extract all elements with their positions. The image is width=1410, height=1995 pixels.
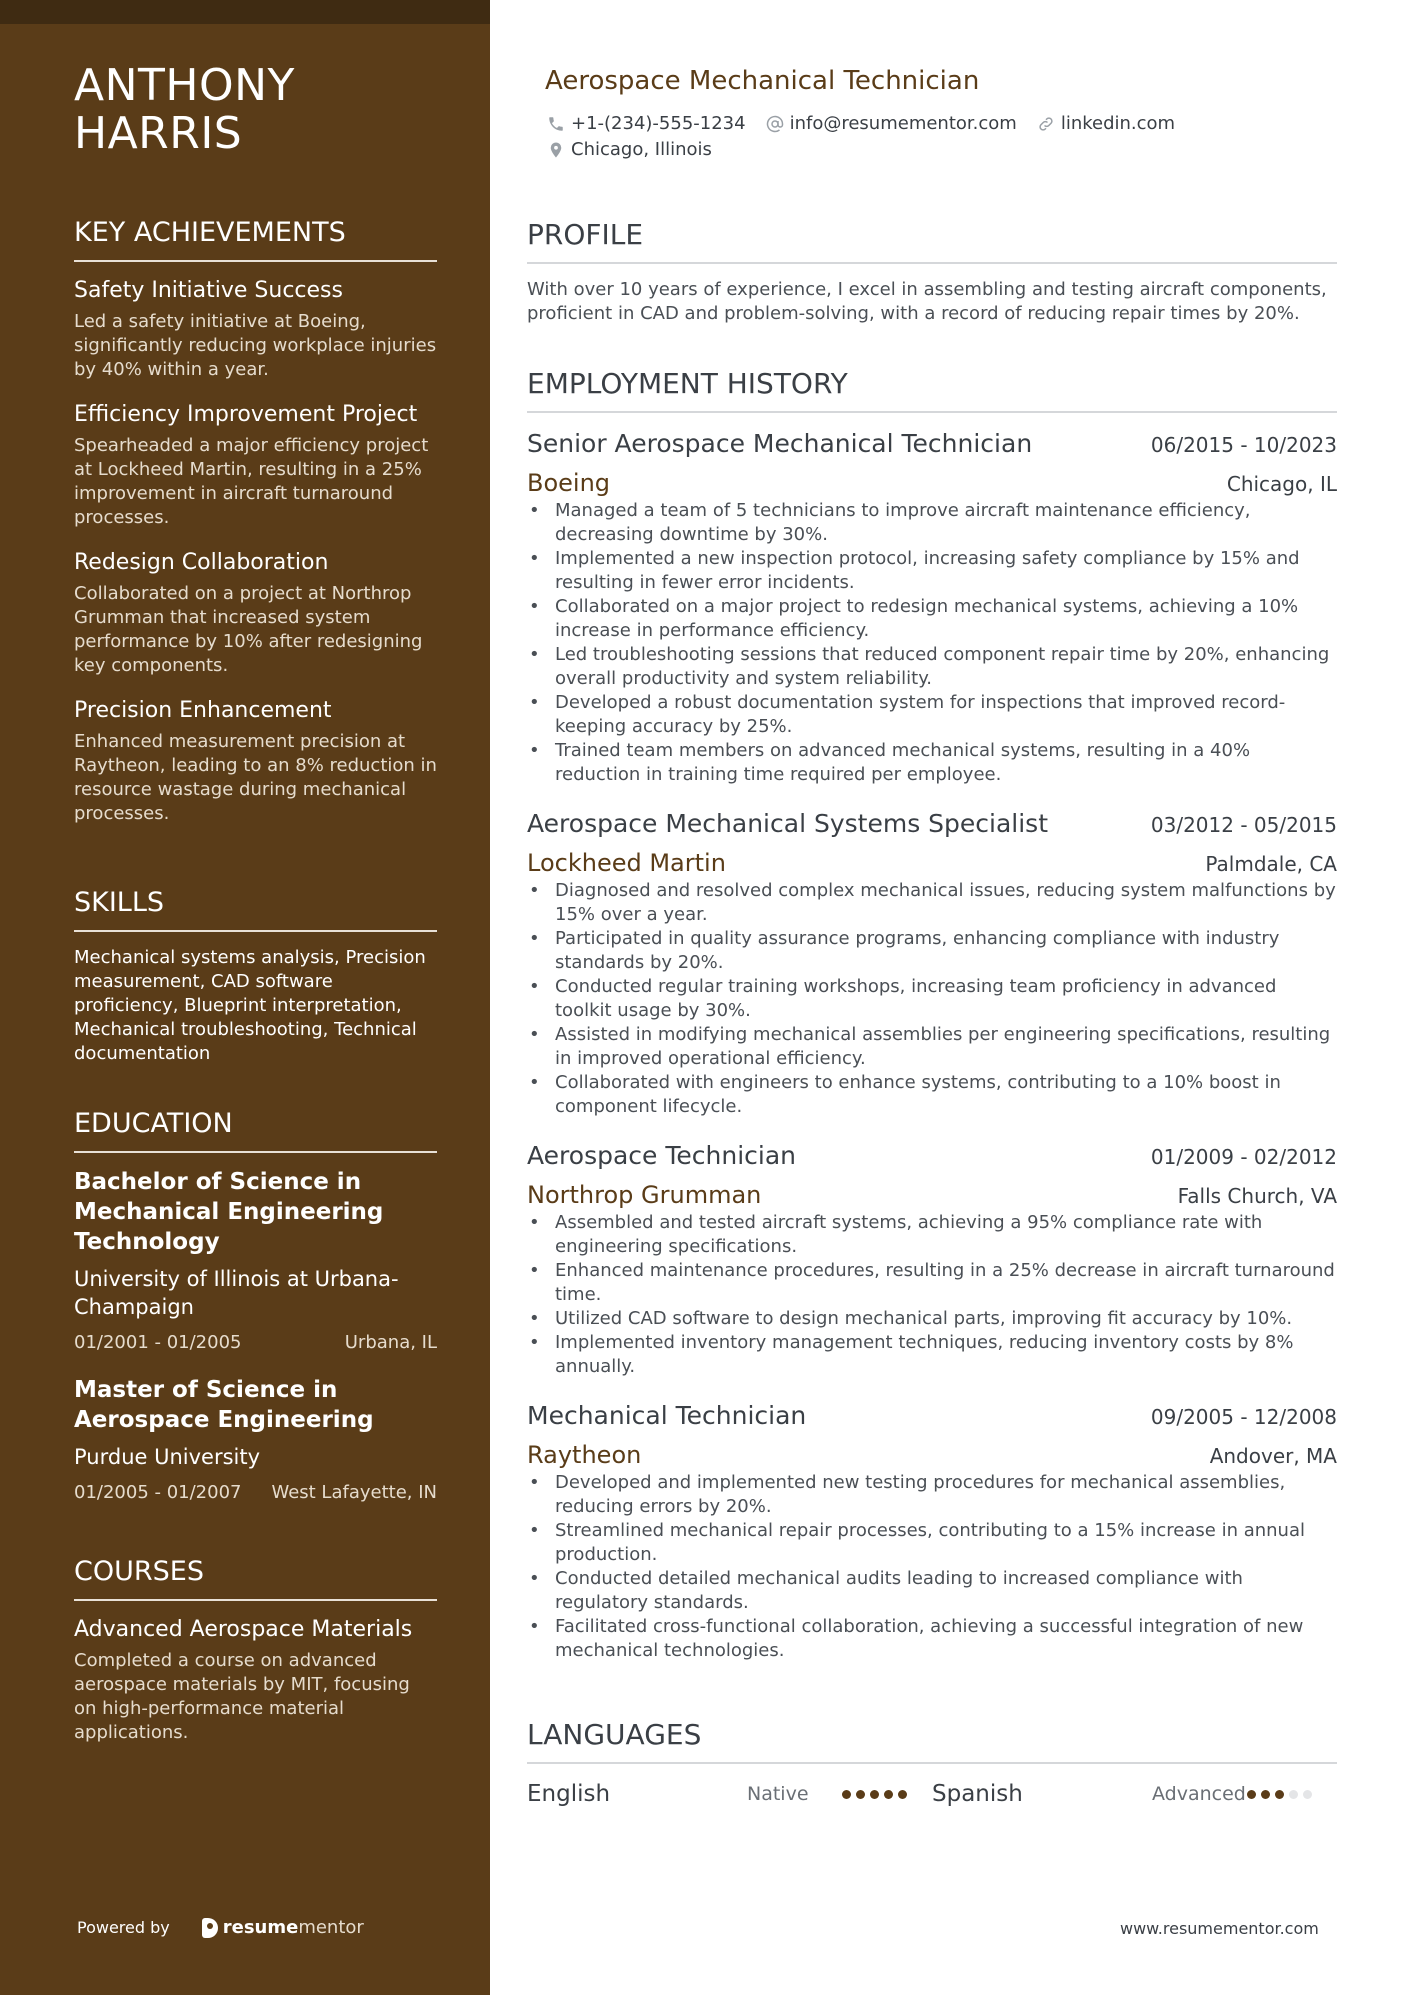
job-bullet: • Led troubleshooting sessions that reduced component repair time by 20%, enhancing overall productivity and system reliability. bbox=[527, 643, 1337, 691]
contact-location bbox=[547, 137, 712, 163]
powered-by-label: Powered by bbox=[77, 1918, 170, 1937]
achievement-item bbox=[74, 276, 437, 382]
brand-name-light: mentor bbox=[298, 1917, 364, 1938]
job-bullet: • Collaborated with engineers to enhance systems, contributing to a 10% boost in component lifecycle. bbox=[527, 1071, 1337, 1119]
sidebar-top-bar bbox=[0, 0, 490, 24]
job-company: Raytheon bbox=[527, 1441, 642, 1469]
rating-dot-filled bbox=[870, 1790, 879, 1799]
language-item bbox=[932, 1778, 1337, 1810]
job-title: Mechanical Technician bbox=[527, 1401, 807, 1430]
courses-title: COURSES bbox=[74, 1555, 437, 1601]
job-entry bbox=[527, 427, 1337, 787]
education-item bbox=[74, 1375, 437, 1505]
job-bullet: • Assembled and tested aircraft systems, achieving a 95% compliance rate with engineering specifications. bbox=[527, 1211, 1337, 1259]
job-dates: 09/2005 - 12/2008 bbox=[1150, 1405, 1337, 1429]
job-dates: 01/2009 - 02/2012 bbox=[1150, 1145, 1337, 1169]
location-pin-icon bbox=[547, 141, 565, 159]
language-rating bbox=[1247, 1790, 1317, 1799]
courses-section bbox=[74, 1555, 437, 1763]
sidebar bbox=[0, 0, 490, 1995]
achievement-title: Precision Enhancement bbox=[74, 698, 332, 723]
achievements-title: KEY ACHIEVEMENTS bbox=[74, 216, 437, 262]
education-location: West Lafayette, IN bbox=[271, 1482, 437, 1503]
rating-dot-filled bbox=[884, 1790, 893, 1799]
phone-icon bbox=[547, 115, 565, 133]
rating-dot-filled bbox=[1261, 1790, 1270, 1799]
course-item bbox=[74, 1615, 437, 1745]
candidate-name bbox=[74, 62, 454, 158]
job-bullet: • Enhanced maintenance procedures, resulting in a 25% decrease in aircraft turnaround time. bbox=[527, 1259, 1337, 1307]
education-school: Purdue University bbox=[74, 1445, 261, 1469]
course-title: Advanced Aerospace Materials bbox=[74, 1617, 413, 1642]
powered-by bbox=[77, 1918, 364, 1938]
rating-dot-filled bbox=[898, 1790, 907, 1799]
footer-url[interactable]: www.resumementor.com bbox=[1120, 1919, 1319, 1938]
job-bullet: • Conducted regular training workshops, increasing team proficiency in advanced toolkit usage by 30%. bbox=[527, 975, 1337, 1023]
employment-section bbox=[527, 367, 1337, 1683]
job-bullets bbox=[527, 879, 1337, 1119]
contact-location-text: Chicago, Illinois bbox=[571, 139, 712, 160]
education-section bbox=[74, 1107, 437, 1525]
job-headline: Aerospace Mechanical Technician bbox=[545, 66, 980, 96]
job-company: Lockheed Martin bbox=[527, 849, 726, 877]
brand-name-bold: resume bbox=[222, 1917, 299, 1938]
course-desc: Completed a course on advanced aerospace materials by MIT, focusing on high-performance material applications. bbox=[74, 1650, 410, 1743]
achievement-desc: Collaborated on a project at Northrop Grumman that increased system performance by 10% after redesigning key components. bbox=[74, 583, 423, 676]
job-bullet: • Trained team members on advanced mechanical systems, resulting in a 40% reduction in training time required per employee. bbox=[527, 739, 1337, 787]
job-bullet: • Diagnosed and resolved complex mechanical issues, reducing system malfunctions by 15% over a year. bbox=[527, 879, 1337, 927]
language-level: Native bbox=[747, 1783, 809, 1805]
languages-row bbox=[527, 1778, 1337, 1810]
job-dates: 03/2012 - 05/2015 bbox=[1150, 813, 1337, 837]
education-degree: Bachelor of Science in Mechanical Engineering Technology bbox=[74, 1169, 384, 1255]
job-location: Andover, MA bbox=[1209, 1444, 1337, 1468]
languages-title: LANGUAGES bbox=[527, 1718, 1337, 1764]
contact-row bbox=[547, 111, 1207, 163]
job-bullet: • Developed a robust documentation system for inspections that improved record-keeping accuracy by 25%. bbox=[527, 691, 1337, 739]
achievement-title: Efficiency Improvement Project bbox=[74, 402, 418, 427]
candidate-name-first: ANTHONY bbox=[74, 60, 295, 111]
achievement-desc: Enhanced measurement precision at Raytheon, leading to an 8% reduction in resource wastage during mechanical processes. bbox=[74, 731, 437, 824]
language-rating bbox=[842, 1790, 912, 1799]
rating-dot-filled bbox=[842, 1790, 851, 1799]
at-icon bbox=[766, 115, 784, 133]
job-bullet: • Utilized CAD software to design mechanical parts, improving fit accuracy by 10%. bbox=[527, 1307, 1337, 1331]
job-bullet: • Conducted detailed mechanical audits leading to increased compliance with regulatory standards. bbox=[527, 1567, 1337, 1615]
job-bullet: • Facilitated cross-functional collaboration, achieving a successful integration of new mechanical technologies. bbox=[527, 1615, 1337, 1663]
achievement-desc: Led a safety initiative at Boeing, significantly reducing workplace injuries by 40% within a year. bbox=[74, 311, 437, 380]
education-degree: Master of Science in Aerospace Engineering bbox=[74, 1377, 374, 1433]
job-title: Aerospace Technician bbox=[527, 1141, 796, 1170]
education-meta bbox=[74, 1331, 437, 1355]
education-location: Urbana, IL bbox=[344, 1332, 437, 1353]
contact-phone[interactable] bbox=[547, 111, 746, 137]
employment-title: EMPLOYMENT HISTORY bbox=[527, 367, 1337, 413]
language-level: Advanced bbox=[1152, 1783, 1246, 1805]
language-item bbox=[527, 1778, 932, 1810]
job-bullet: • Collaborated on a major project to redesign mechanical systems, achieving a 10% increase in performance efficiency. bbox=[527, 595, 1337, 643]
brand-logo-icon bbox=[202, 1918, 218, 1938]
job-bullet: • Assisted in modifying mechanical assemblies per engineering specifications, resulting in improved operational efficiency. bbox=[527, 1023, 1337, 1071]
languages-section bbox=[527, 1718, 1337, 1810]
job-bullets bbox=[527, 1211, 1337, 1379]
contact-linkedin[interactable] bbox=[1037, 111, 1175, 137]
profile-section bbox=[527, 218, 1337, 326]
job-company: Boeing bbox=[527, 469, 611, 497]
education-school: University of Illinois at Urbana-Champaign bbox=[74, 1267, 399, 1319]
profile-title: PROFILE bbox=[527, 218, 1337, 264]
job-dates: 06/2015 - 10/2023 bbox=[1150, 433, 1337, 457]
contact-phone-text: +1-(234)-555-1234 bbox=[571, 113, 746, 134]
job-bullets bbox=[527, 499, 1337, 787]
language-name: Spanish bbox=[932, 1781, 1023, 1807]
job-location: Chicago, IL bbox=[1226, 472, 1337, 496]
job-bullet: • Developed and implemented new testing procedures for mechanical assemblies, reducing errors by 20%. bbox=[527, 1471, 1337, 1519]
achievement-title: Redesign Collaboration bbox=[74, 550, 329, 575]
achievement-item bbox=[74, 548, 437, 678]
achievement-item bbox=[74, 696, 437, 826]
brand-logo[interactable] bbox=[202, 1918, 364, 1938]
rating-dot-filled bbox=[856, 1790, 865, 1799]
education-item bbox=[74, 1167, 437, 1355]
candidate-name-last: HARRIS bbox=[74, 108, 243, 159]
education-meta bbox=[74, 1481, 437, 1505]
job-bullet: • Implemented a new inspection protocol, increasing safety compliance by 15% and resulting in fewer error incidents. bbox=[527, 547, 1337, 595]
job-entry bbox=[527, 1139, 1337, 1379]
job-bullet: • Implemented inventory management techniques, reducing inventory costs by 8% annually. bbox=[527, 1331, 1337, 1379]
contact-email-text: info@resumementor.com bbox=[789, 113, 1017, 134]
link-icon bbox=[1037, 115, 1055, 133]
job-company: Northrop Grumman bbox=[527, 1181, 762, 1209]
job-entry bbox=[527, 807, 1337, 1119]
profile-text: With over 10 years of experience, I excel in assembling and testing aircraft components, proficient in CAD and problem-solving, with a record of reducing repair times by 20%. bbox=[527, 279, 1327, 324]
achievement-item bbox=[74, 400, 437, 530]
contact-email[interactable] bbox=[766, 111, 1017, 137]
job-title: Senior Aerospace Mechanical Technician bbox=[527, 429, 1033, 458]
achievement-title: Safety Initiative Success bbox=[74, 278, 343, 303]
job-location: Palmdale, CA bbox=[1205, 852, 1337, 876]
job-entry bbox=[527, 1399, 1337, 1663]
rating-dot-empty bbox=[1289, 1790, 1298, 1799]
job-title: Aerospace Mechanical Systems Specialist bbox=[527, 809, 1049, 838]
education-dates: 01/2005 - 01/2007 bbox=[74, 1482, 242, 1503]
education-title: EDUCATION bbox=[74, 1107, 437, 1153]
skills-text: Mechanical systems analysis, Precision measurement, CAD software proficiency, Blueprint interpretation, Mechanical troubleshooting, Technical documentation bbox=[74, 947, 426, 1064]
job-bullet: • Managed a team of 5 technicians to improve aircraft maintenance efficiency, decreasing downtime by 30%. bbox=[527, 499, 1337, 547]
job-bullets bbox=[527, 1471, 1337, 1663]
job-location: Falls Church, VA bbox=[1177, 1184, 1337, 1208]
achievements-section bbox=[74, 216, 437, 844]
rating-dot-empty bbox=[1303, 1790, 1312, 1799]
achievement-desc: Spearheaded a major efficiency project at Lockheed Martin, resulting in a 25% improvement in aircraft turnaround processes. bbox=[74, 435, 429, 528]
language-name: English bbox=[527, 1781, 611, 1807]
rating-dot-filled bbox=[1247, 1790, 1256, 1799]
skills-section bbox=[74, 886, 437, 1066]
contact-linkedin-text: linkedin.com bbox=[1060, 113, 1176, 134]
job-bullet: • Participated in quality assurance programs, enhancing compliance with industry standards by 20%. bbox=[527, 927, 1337, 975]
rating-dot-filled bbox=[1275, 1790, 1284, 1799]
education-dates: 01/2001 - 01/2005 bbox=[74, 1332, 242, 1353]
job-bullet: • Streamlined mechanical repair processes, contributing to a 15% increase in annual production. bbox=[527, 1519, 1337, 1567]
skills-title: SKILLS bbox=[74, 886, 437, 932]
